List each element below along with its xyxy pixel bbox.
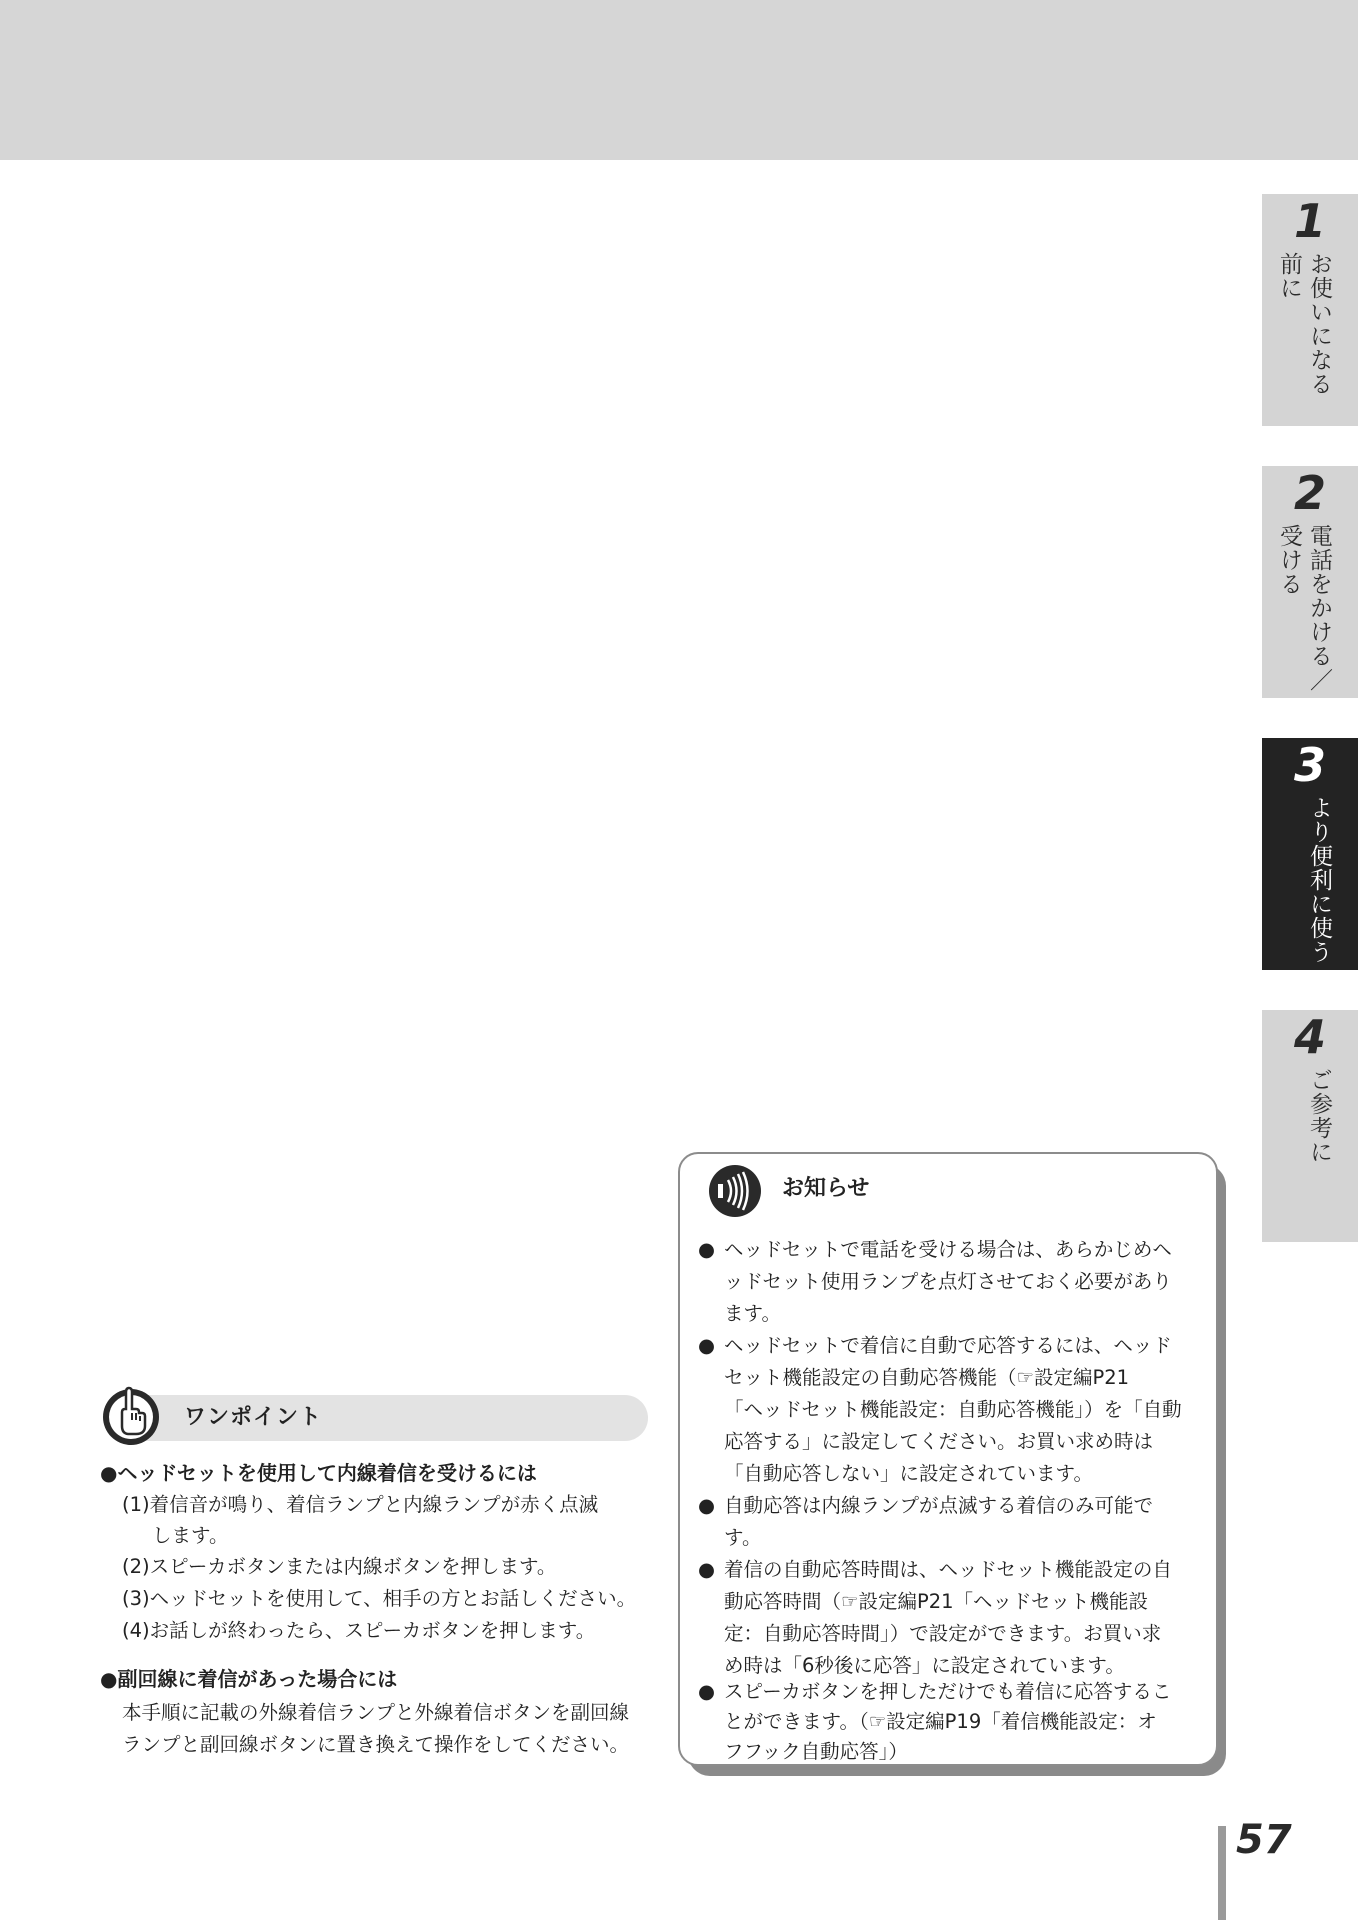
notice-item-line: 「ヘッドセット機能設定：自動応答機能」）を「自動 <box>724 1398 1182 1421</box>
notice-item-line: 動応答時間（☞設定編P21「ヘッドセット機能設 <box>724 1590 1148 1613</box>
page-number: 57 <box>1236 1817 1292 1863</box>
notice-bullet: ● <box>698 1238 716 1261</box>
onepoint-heading-headset: ●ヘッドセットを使用して内線着信を受けるには <box>100 1461 537 1485</box>
notice-bullet: ● <box>698 1494 716 1517</box>
chapter-label: より便利に使う <box>1306 796 1332 964</box>
chapter-number: 2 <box>1293 466 1326 520</box>
pointing-hand-icon <box>98 1382 164 1448</box>
onepoint-title: ワンポイント <box>184 1405 323 1430</box>
onepoint-text: 本手順に記載の外線着信ランプと外線着信ボタンを副回線 <box>122 1701 630 1724</box>
chapter-tab-2[interactable] <box>1262 466 1358 698</box>
notice-item-line: 応答する」に設定してください。お買い求め時は <box>724 1430 1154 1453</box>
onepoint-step: します。 <box>152 1524 229 1547</box>
chapter-label: 電話をかける／ 受ける <box>1276 524 1332 692</box>
notice-item-line: す。 <box>724 1526 762 1549</box>
notice-bullet: ● <box>698 1334 716 1357</box>
notice-item-line: セット機能設定の自動応答機能（☞設定編P21 <box>724 1366 1130 1389</box>
notice-item-line: フフック自動応答」） <box>724 1740 908 1763</box>
onepoint-step: (3)ヘッドセットを使用して、相手の方とお話しください。 <box>122 1587 637 1610</box>
notice-item-line: スピーカボタンを押しただけでも着信に応答するこ <box>724 1680 1172 1703</box>
notice-item-line: 「自動応答しない」に設定されています。 <box>724 1462 1093 1485</box>
chapter-tab-3[interactable] <box>1262 738 1358 970</box>
header-band <box>0 0 1358 160</box>
notice-item-line: 自動応答は内線ランプが点滅する着信のみ可能で <box>724 1494 1154 1517</box>
onepoint-text: ランプと副回線ボタンに置き換えて操作をしてください。 <box>122 1733 630 1756</box>
onepoint-step: (2)スピーカボタンまたは内線ボタンを押します。 <box>122 1555 557 1578</box>
notice-item-line: ヘッドセットで電話を受ける場合は、あらかじめヘ <box>724 1238 1172 1261</box>
notice-item-line: ます。 <box>724 1302 781 1325</box>
notice-item-line: ヘッドセットで着信に自動で応答するには、ヘッド <box>724 1334 1172 1357</box>
onepoint-heading-subline: ●副回線に着信があった場合には <box>100 1667 398 1691</box>
chapter-tab-1[interactable] <box>1262 194 1358 426</box>
page-number-bar <box>1218 1826 1226 1920</box>
chapter-number: 1 <box>1293 194 1326 248</box>
chapter-tab-4[interactable] <box>1262 1010 1358 1242</box>
notice-item-line: 着信の自動応答時間は、ヘッドセット機能設定の自 <box>724 1558 1172 1581</box>
chapter-label: ご参考に <box>1306 1068 1332 1164</box>
chapter-label: お使いになる 前に <box>1276 252 1332 396</box>
chapter-number: 3 <box>1293 738 1326 792</box>
notice-title: お知らせ <box>782 1176 870 1201</box>
notice-bullet: ● <box>698 1558 716 1581</box>
notice-bullet: ● <box>698 1680 716 1703</box>
notice-item-line: め時は「6秒後に応答」に設定されています。 <box>724 1654 1125 1677</box>
notice-item-line: とができます。（☞設定編P19「着信機能設定：オ <box>724 1710 1157 1733</box>
speaker-sound-icon <box>708 1164 762 1218</box>
notice-item-line: ッドセット使用ランプを点灯させておく必要があり <box>724 1270 1172 1293</box>
onepoint-step: (1)着信音が鳴り、着信ランプと内線ランプが赤く点滅 <box>122 1493 599 1516</box>
notice-item-line: 定：自動応答時間」）で設定ができます。お買い求 <box>724 1622 1162 1645</box>
chapter-number: 4 <box>1293 1010 1326 1064</box>
onepoint-step: (4)お話しが終わったら、スピーカボタンを押します。 <box>122 1619 596 1642</box>
